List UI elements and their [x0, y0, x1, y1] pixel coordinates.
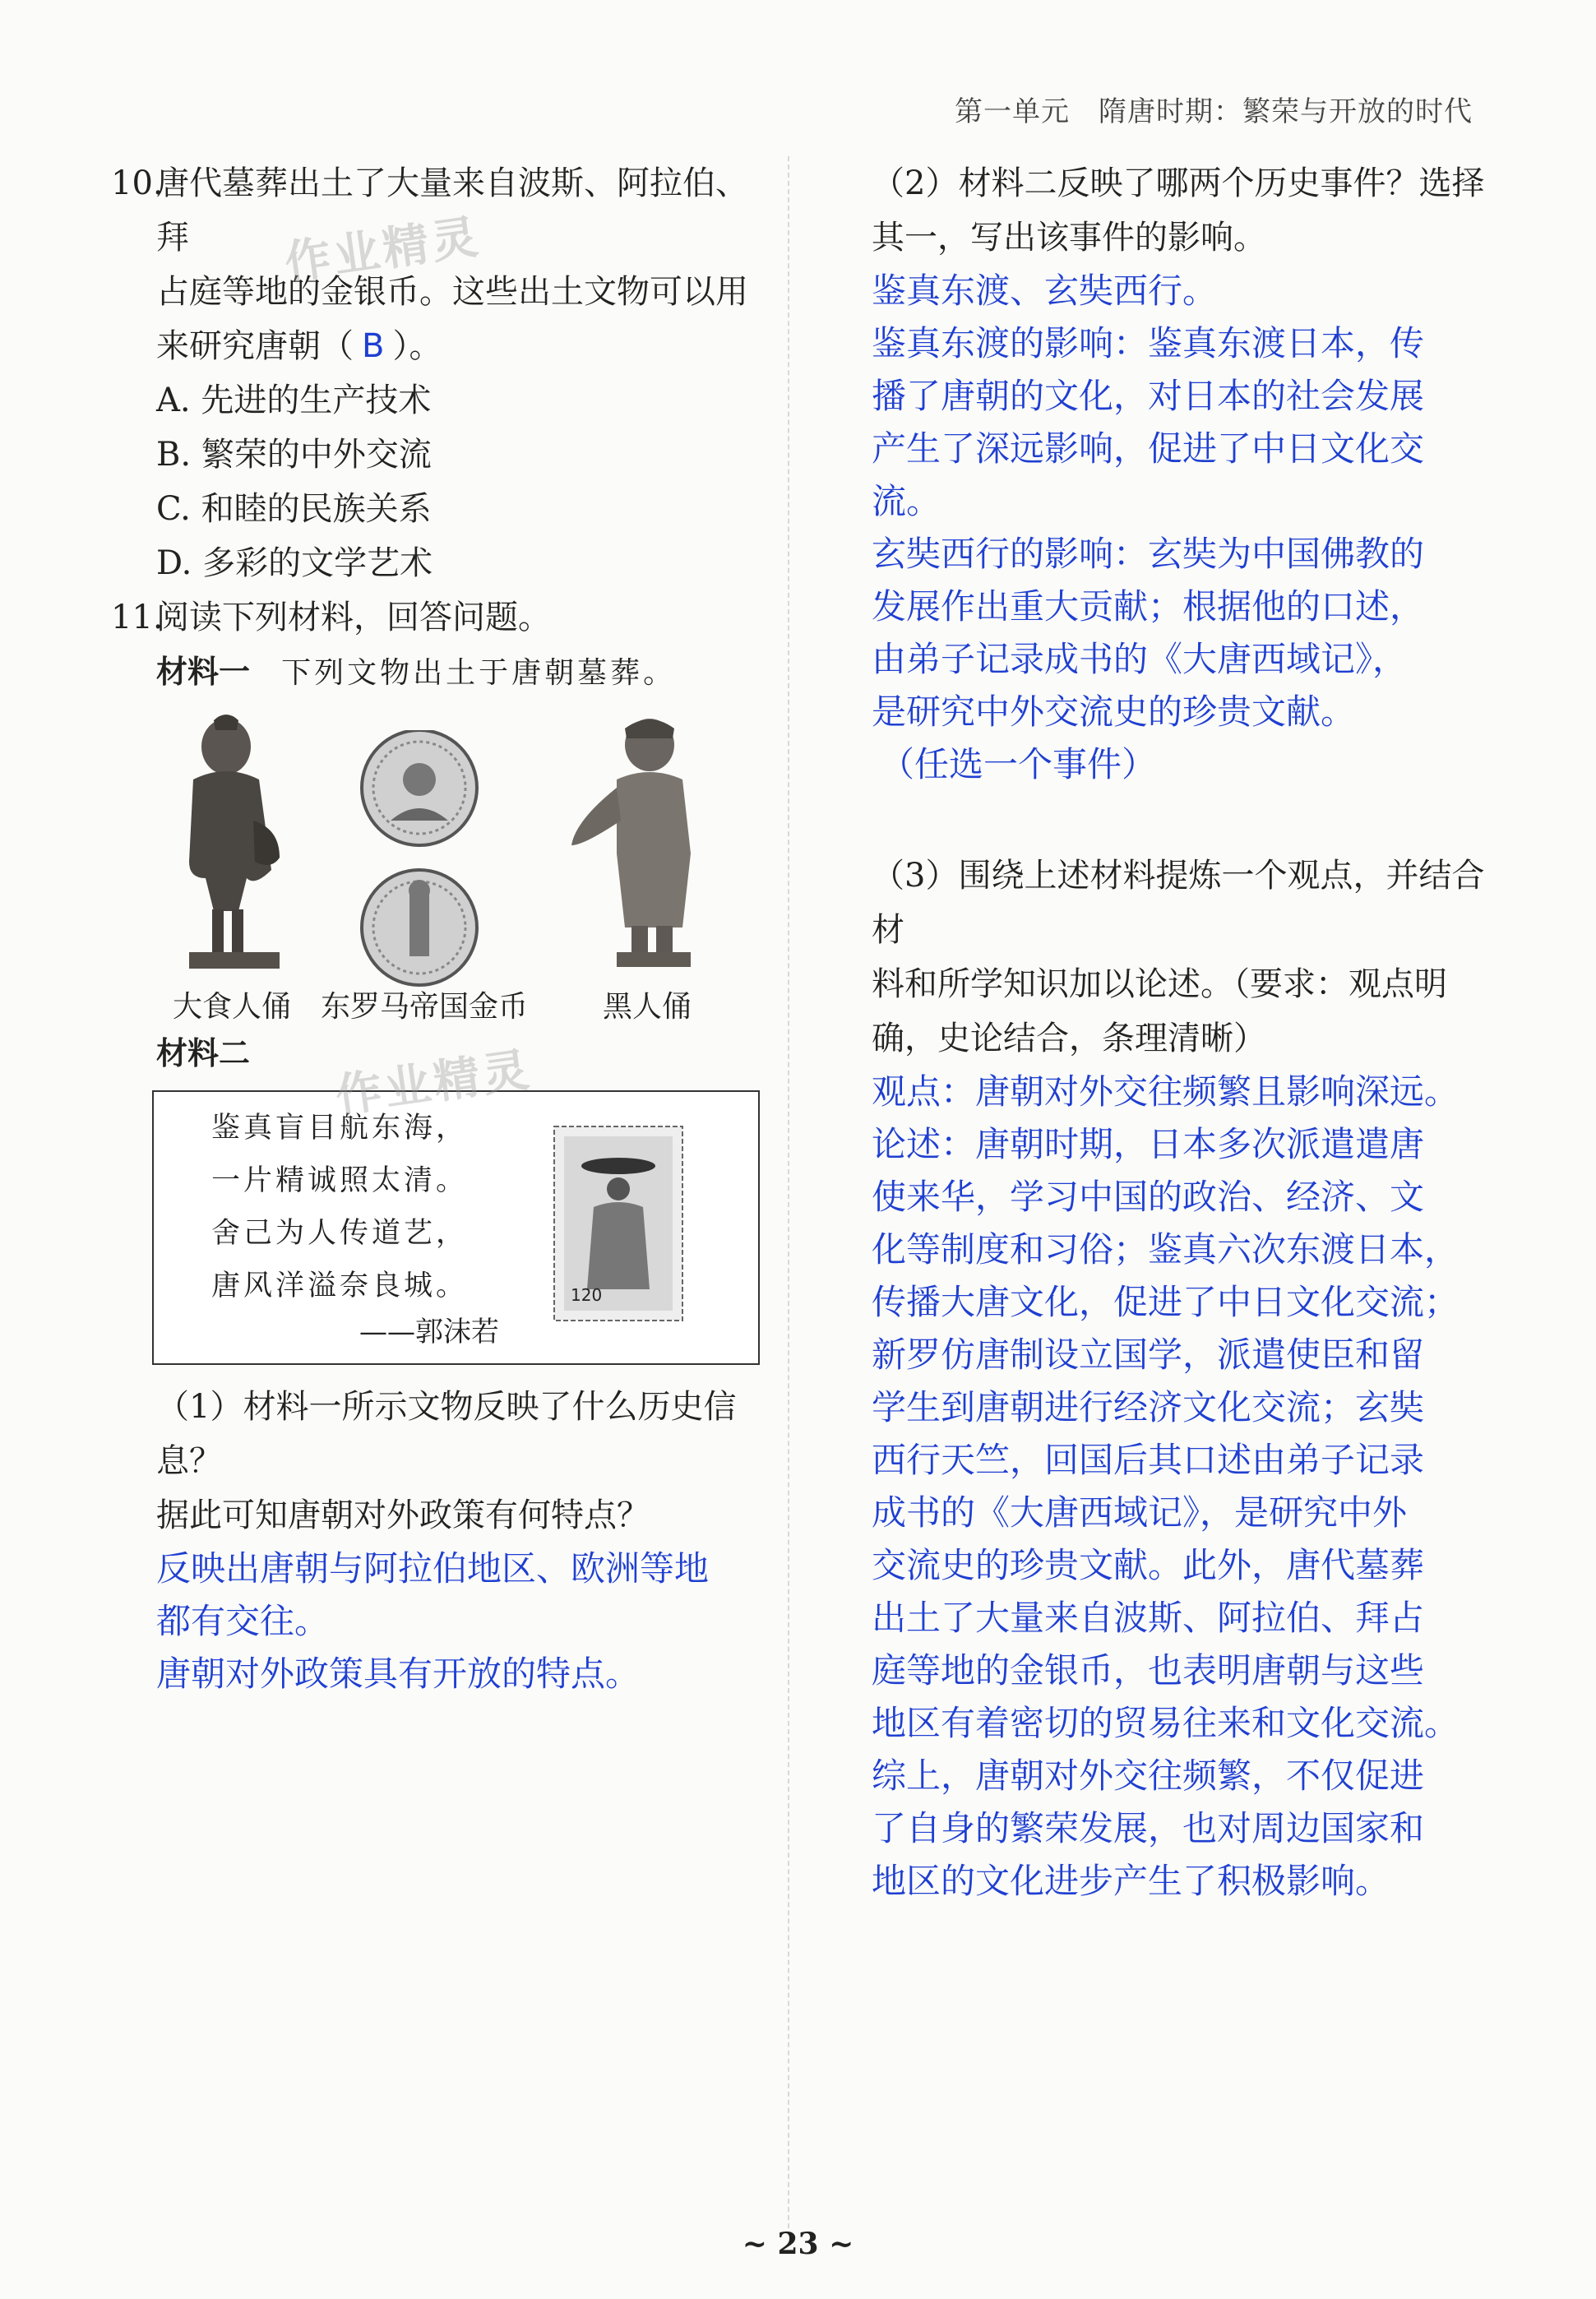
sub-question-1: （1）材料一所示文物反映了什么历史信息？ — [156, 1388, 737, 1480]
gold-coin-image — [354, 730, 485, 993]
answer-line: 反映出唐朝与阿拉伯地区、欧洲等地 — [156, 1548, 710, 1589]
poem-line: 鉴真盲目航东海， — [211, 1112, 469, 1145]
answer-line: 使来华，学习中国的政治、经济、文 — [872, 1177, 1425, 1217]
answer-line: 化等制度和习俗；鉴真六次东渡日本， — [872, 1229, 1460, 1270]
answer-line: 了自身的繁荣发展，也对周边国家和 — [872, 1808, 1425, 1848]
artifact-images — [111, 714, 761, 1026]
answer-line: 鉴真东渡的影响：鉴真东渡日本，传 — [872, 323, 1425, 363]
answer-line: 学生到唐朝进行经济文化交流；玄奘 — [872, 1387, 1425, 1427]
poem-line: 一片精诚照太清。 — [211, 1164, 469, 1197]
answer-line: 是研究中外交流史的珍贵文献。 — [872, 692, 1356, 732]
answer-line: 地区的文化进步产生了积极影响。 — [872, 1861, 1390, 1901]
answer-line: 交流史的珍贵文献。此外，唐代墓葬 — [872, 1545, 1425, 1585]
sub-question-3: 确，史论结合，条理清晰） — [872, 1020, 1266, 1057]
option-c: C. 和睦的民族关系 — [156, 490, 432, 528]
poem — [211, 1102, 468, 1312]
caption-black-figurine: 黑人俑 — [603, 990, 692, 1024]
answer-line: 观点：唐朝对外交往频繁且影响深远。 — [872, 1071, 1460, 1112]
answer-line: 论述：唐朝时期，日本多次派遣遣唐 — [872, 1124, 1425, 1164]
poem-line: 唐风洋溢奈良城。 — [211, 1270, 469, 1302]
left-column — [111, 156, 761, 1700]
stamp-value: 120 — [571, 1285, 603, 1305]
sub-question-3: 料和所学知识加以论述。（要求：观点明 — [872, 965, 1447, 1003]
right-column — [872, 156, 1497, 1908]
poem-line: 舍己为人传道艺， — [211, 1217, 469, 1250]
caption-arab-figurine: 大食人俑 — [173, 990, 292, 1024]
answer-line: 玄奘西行的影响：玄奘为中国佛教的 — [872, 534, 1425, 574]
answer-line: 产生了深远影响，促进了中日文化交 — [872, 428, 1425, 469]
option-a: A. 先进的生产技术 — [156, 382, 432, 419]
question-stem: 占庭等地的金银币。这些出土文物可以用 — [156, 273, 748, 311]
poem-author: ——郭沫若 — [359, 1316, 499, 1348]
watermark: 作业精灵 — [332, 1043, 535, 1124]
answer-line: 庭等地的金银币，也表明唐朝与这些 — [872, 1650, 1425, 1691]
answer-line: 综上，唐朝对外交往频繁，不仅促进 — [872, 1755, 1425, 1796]
sub-question-2: 其一，写出该事件的影响。 — [872, 219, 1266, 257]
answer-line: 地区有着密切的贸易往来和文化交流。 — [872, 1703, 1460, 1743]
question-number: 10. — [111, 164, 164, 202]
option-d: D. 多彩的文学艺术 — [156, 544, 433, 582]
page-number: ~ 23 ~ — [742, 2227, 854, 2261]
sub-question-1: 据此可知唐朝对外政策有何特点？ — [156, 1496, 650, 1534]
answer-line: 都有交往。 — [156, 1601, 330, 1641]
answer-line: 流。 — [872, 481, 941, 521]
question-stem: 来研究唐朝（ B ）。 — [156, 327, 442, 365]
answer-line: 成书的《大唐西域记》，是研究中外 — [872, 1492, 1408, 1533]
answer-line: 出土了大量来自波斯、阿拉伯、拜占 — [872, 1598, 1425, 1638]
answer-line: 西行天竺，回国后其口述由弟子记录 — [872, 1440, 1425, 1480]
answer-line: 发展作出重大贡献；根据他的口述， — [872, 586, 1425, 627]
answer-line: 新罗仿唐制设立国学，派遣使臣和留 — [872, 1335, 1425, 1375]
jianzhen-stamp-image — [553, 1125, 684, 1322]
answer-note: （任选一个事件） — [880, 744, 1157, 784]
question-number: 11. — [111, 599, 164, 636]
sub-question-3: （3）围绕上述材料提炼一个观点，并结合材 — [872, 857, 1485, 949]
answer-choice: B — [362, 327, 385, 365]
material-1: 材料一 下列文物出土于唐朝墓葬。 — [156, 654, 677, 690]
sub-question-2: （2）材料二反映了哪两个历史事件？选择 — [872, 164, 1485, 202]
answer-line: 播了唐朝的文化，对日本的社会发展 — [872, 376, 1425, 416]
black-figurine-image — [559, 714, 715, 977]
watermark: 作业精灵 — [281, 210, 484, 291]
option-b: B. 繁荣的中外交流 — [156, 436, 432, 474]
answer-line: 唐朝对外政策具有开放的特点。 — [156, 1654, 641, 1694]
answer-line: 由弟子记录成书的《大唐西域记》， — [872, 639, 1408, 679]
running-header: 第一单元 隋唐时期：繁荣与开放的时代 — [955, 95, 1473, 128]
caption-gold-coin: 东罗马帝国金币 — [321, 990, 529, 1024]
question-stem: 唐代墓葬出土了大量来自波斯、阿拉伯、拜 — [156, 164, 748, 257]
arab-figurine-image — [156, 714, 304, 977]
answer-line: 传播大唐文化，促进了中日文化交流； — [872, 1282, 1460, 1322]
answer-line: 鉴真东渡、玄奘西行。 — [872, 271, 1218, 311]
column-divider — [788, 156, 789, 2228]
question-stem: 阅读下列材料，回答问题。 — [156, 599, 551, 636]
question-11 — [111, 590, 761, 701]
material-2-label: 材料二 — [156, 1035, 251, 1071]
